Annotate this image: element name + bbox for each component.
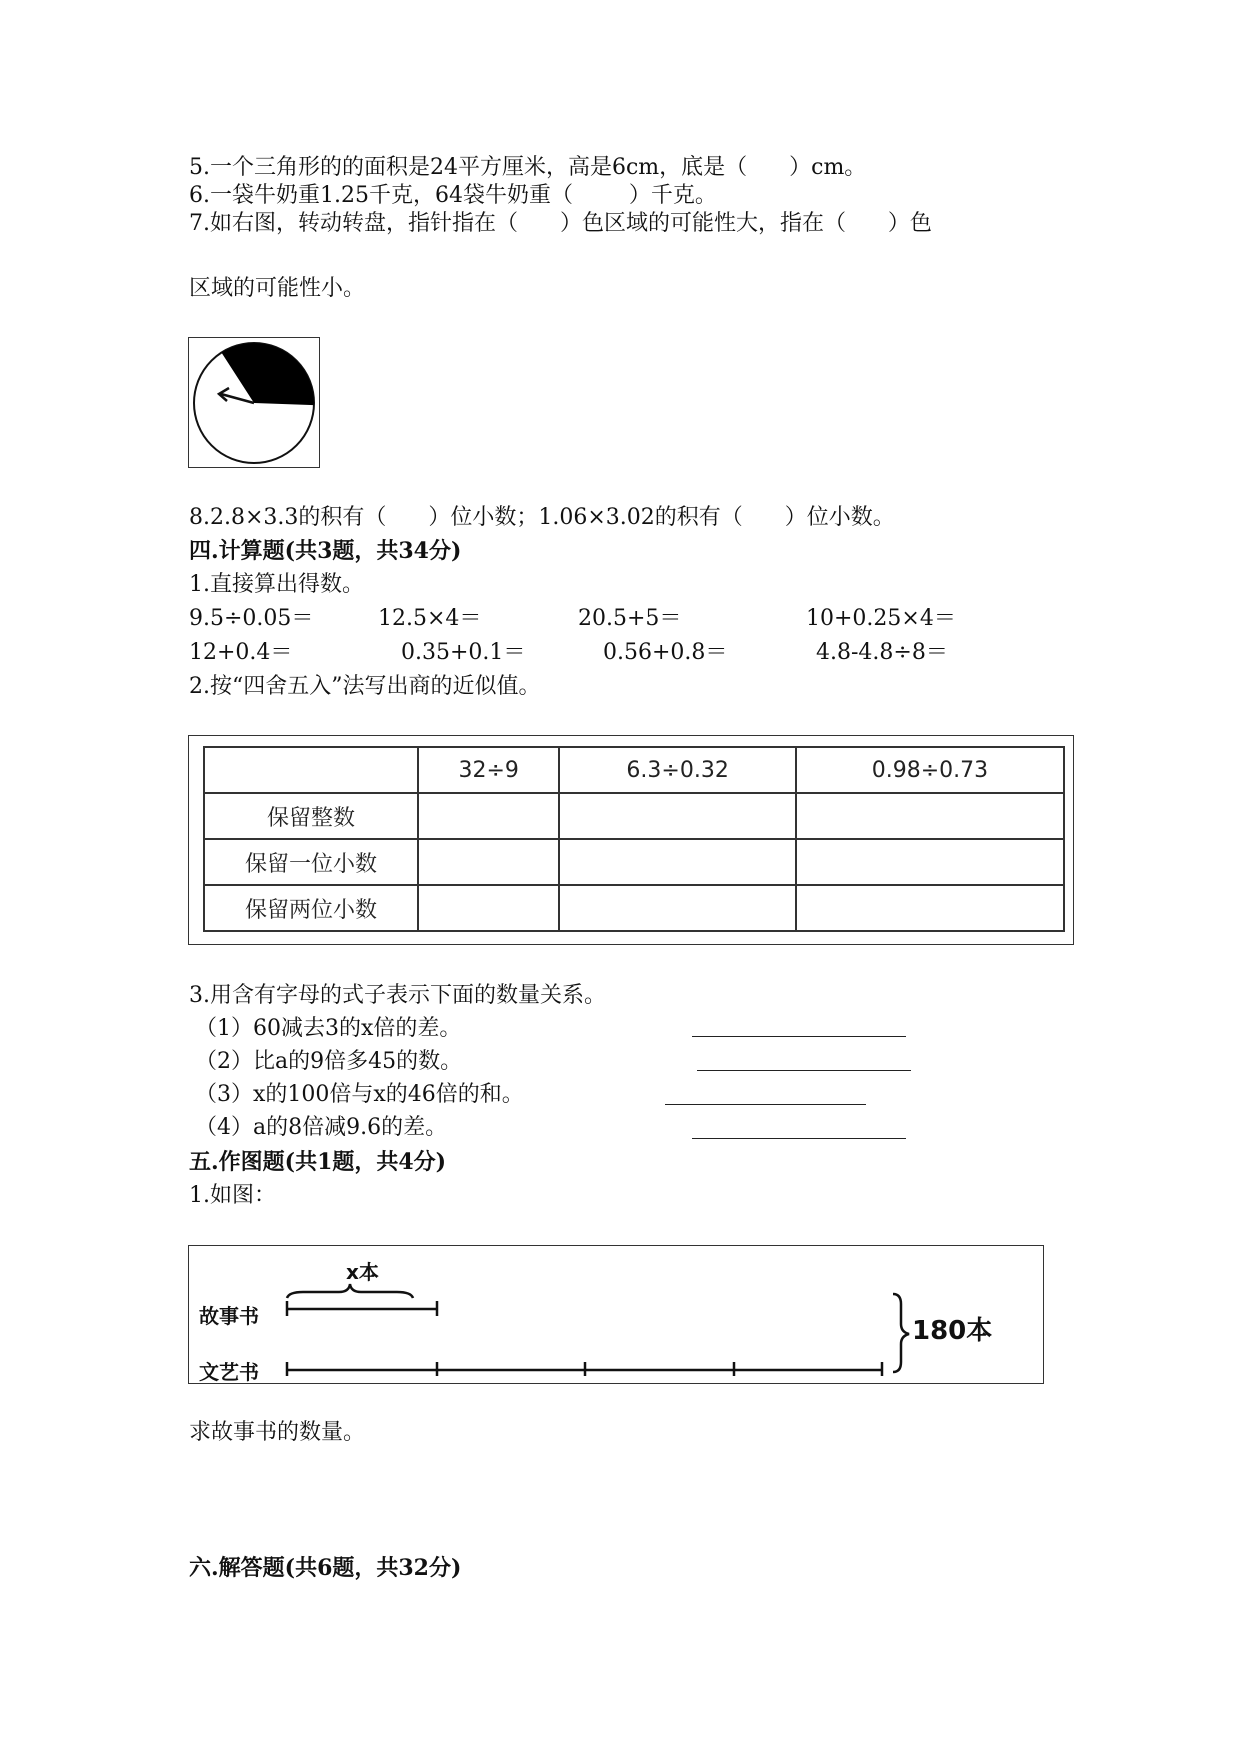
calc-1-2: 12.5×4＝ <box>378 606 482 631</box>
table-header-row <box>204 747 1064 793</box>
s4-question-3: 3.用含有字母的式子表示下面的数量关系。 <box>189 983 606 1008</box>
s4-q3-item-1: （1）60减去3的x倍的差。 <box>195 1016 462 1041</box>
s4-q3-item-4: （4）a的8倍减9.6的差。 <box>195 1115 448 1140</box>
calc-1-4: 10+0.25×4＝ <box>806 606 956 631</box>
table-header-cell: 6.3÷0.32 <box>559 747 795 793</box>
answer-cell[interactable] <box>418 885 559 931</box>
calc-2-2: 0.35+0.1＝ <box>401 640 526 665</box>
calc-2-1: 12+0.4＝ <box>189 640 293 665</box>
calc-1-1: 9.5÷0.05＝ <box>189 606 314 631</box>
s4-question-1: 1.直接算出得数。 <box>189 572 364 597</box>
table-header-cell: 32÷9 <box>418 747 559 793</box>
answer-cell[interactable] <box>796 793 1064 839</box>
calc-2-3: 0.56+0.8＝ <box>603 640 728 665</box>
table-row <box>204 839 1064 885</box>
row-label: 保留一位小数 <box>204 839 418 885</box>
table-row <box>204 793 1064 839</box>
table-header-cell <box>204 747 418 793</box>
answer-blank-1[interactable] <box>692 1036 906 1037</box>
table-row <box>204 885 1064 931</box>
answer-blank-3[interactable] <box>665 1104 866 1105</box>
section-5-title: 五.作图题(共1题，共4分) <box>189 1149 447 1175</box>
row-label: 保留两位小数 <box>204 885 418 931</box>
diagram-top-label: x本 <box>346 1260 379 1284</box>
spinner-drawing <box>189 338 319 467</box>
section-6-title: 六.解答题(共6题，共32分) <box>189 1555 462 1581</box>
spinner-figure <box>188 337 320 468</box>
total-brace <box>893 1294 909 1372</box>
answer-cell[interactable] <box>418 793 559 839</box>
s4-q3-item-2: （2）比a的9倍多45的数。 <box>195 1049 463 1074</box>
answer-cell[interactable] <box>796 839 1064 885</box>
answer-blank-4[interactable] <box>692 1138 906 1139</box>
s4-question-2: 2.按“四舍五入”法写出商的近似值。 <box>189 674 541 699</box>
diagram-total-label: 180本 <box>912 1316 993 1346</box>
answer-cell[interactable] <box>559 885 795 931</box>
calc-2-4: 4.8-4.8÷8＝ <box>816 640 948 665</box>
diagram-lines <box>189 1246 1043 1383</box>
s5-ask: 求故事书的数量。 <box>189 1420 366 1445</box>
diagram-row2-label: 文艺书 <box>199 1360 259 1384</box>
row-label: 保留整数 <box>204 793 418 839</box>
question-7-line-2: 区域的可能性小。 <box>189 276 366 301</box>
table-header-cell: 0.98÷0.73 <box>796 747 1064 793</box>
s4-q3-item-3: （3）x的100倍与x的46倍的和。 <box>195 1082 524 1107</box>
question-6: 6.一袋牛奶重1.25千克，64袋牛奶重（ ）千克。 <box>189 183 717 208</box>
approx-table <box>203 746 1065 932</box>
answer-blank-2[interactable] <box>697 1070 911 1071</box>
answer-cell[interactable] <box>796 885 1064 931</box>
s5-question-1: 1.如图： <box>189 1183 276 1208</box>
book-diagram <box>188 1245 1044 1384</box>
question-7-line-1: 7.如右图，转动转盘，指针指在（ ）色区域的可能性大，指在（ ）色 <box>189 211 932 236</box>
calc-1-3: 20.5+5＝ <box>578 606 682 631</box>
approx-table-frame <box>188 735 1074 945</box>
question-5: 5.一个三角形的的面积是24平方厘米，高是6cm，底是（ ）cm。 <box>189 155 867 180</box>
x-brace <box>287 1284 413 1298</box>
diagram-row1-label: 故事书 <box>199 1304 259 1328</box>
answer-cell[interactable] <box>559 839 795 885</box>
answer-cell[interactable] <box>559 793 795 839</box>
answer-cell[interactable] <box>418 839 559 885</box>
section-4-title: 四.计算题(共3题，共34分) <box>189 538 462 564</box>
question-8: 8.2.8×3.3的积有（ ）位小数；1.06×3.02的积有（ ）位小数。 <box>189 505 895 530</box>
